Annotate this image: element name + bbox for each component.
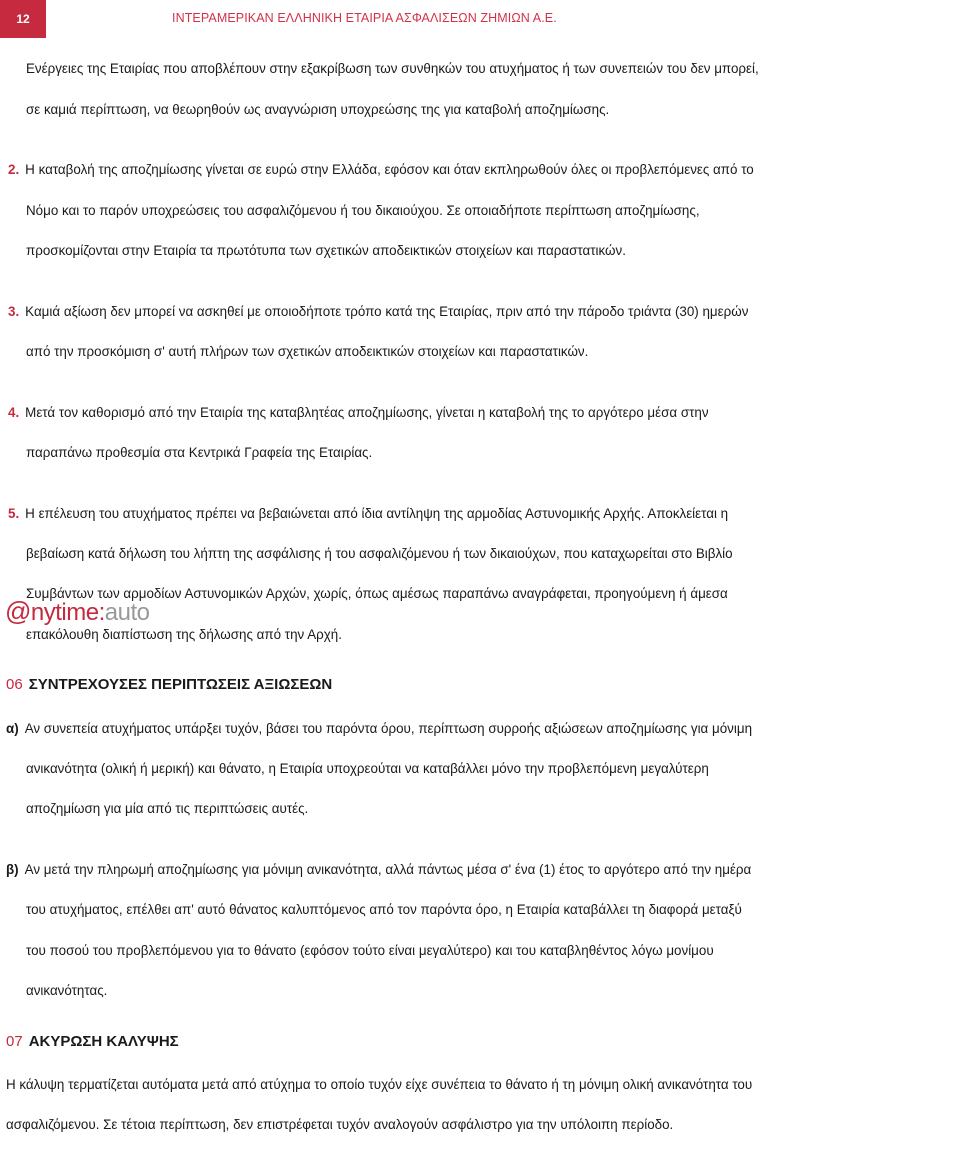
intro-line: σε καμιά περίπτωση, να θεωρηθούν ως αναγνώριση υποχρεώσης της για καταβολή αποζημίωσης. <box>26 101 610 117</box>
item-line: Αν συνεπεία ατυχήματος υπάρξει τυχόν, βάσει του παρόντα όρου, περίπτωση συρροής αξιώσεων αποζημίωσης για μόνιμη <box>24 720 753 736</box>
item-letter: α) <box>6 720 19 736</box>
item-line: Μετά τον καθορισμό από την Εταιρία της καταβλητέας αποζημίωσης, γίνεται η καταβολή της το αργότερο μέσα στην <box>25 404 709 420</box>
section-heading-07 <box>6 1032 956 1052</box>
logo-at-sign: @ <box>5 596 31 626</box>
logo-product: auto <box>104 599 150 626</box>
logo-separator: : <box>98 599 105 626</box>
item-line: Καμιά αξίωση δεν μπορεί να ασκηθεί με οποιοδήποτε τρόπο κατά της Εταιρίας, πριν από την πάροδο τριάντα (30) ημερών <box>25 303 749 319</box>
item-line: Η κάλυψη τερματίζεται αυτόματα μετά από ατύχημα το οποίο τυχόν είχε συνέπεια το θάνατο ή τη μόνιμη ολική ανικανότητα του <box>6 1076 753 1092</box>
section-number: 06 <box>6 676 23 694</box>
item-line: του ατυχήματος, επέλθει απ' αυτό θάνατος καλυπτόμενος από τον παρόντα όρο, η Εταιρία καταβάλλει τη διαφορά μεταξύ <box>26 902 742 918</box>
item-line: Η καταβολή της αποζημίωσης γίνεται σε ευρώ στην Ελλάδα, εφόσον και όταν εκπληρωθούν όλες οι προβλεπόμενες από το <box>25 162 754 178</box>
section-title: ΣΥΝΤΡΕΧΟΥΣΕΣ ΠΕΡΙΠΤΩΣΕΙΣ ΑΞΙΩΣΕΩΝ <box>28 676 333 694</box>
item-line: προσκομίζονται στην Εταιρία τα πρωτότυπα των σχετικών αποδεικτικών στοιχείων και παραστατικών. <box>26 243 626 259</box>
item-line: του ποσού του προβλεπόμενου για το θάνατο (εφόσον τούτο είναι μεγαλύτερο) και του καταβληθέντος λόγω μονίμου <box>26 942 714 958</box>
page-number-badge: 12 <box>0 0 46 38</box>
section-07-paragraph <box>6 1055 956 1156</box>
item-line: Νόμο και το παρόν υποχρεώσεις του ασφαλιζόμενου ή του δικαιούχου. Σε οποιαδήποτε περίπτωση αποζημίωσης, <box>26 202 700 218</box>
item-line: αποζημίωση για μία από τις περιπτώσεις αυτές. <box>26 801 309 817</box>
section-title: ΑΚΥΡΩΣΗ ΚΑΛΥΨΗΣ <box>28 1032 179 1050</box>
item-line: παραπάνω προθεσμία στα Κεντρικά Γραφεία της Εταιρίας. <box>26 445 373 461</box>
anytime-auto-logo <box>5 597 149 627</box>
numbered-item-2 <box>6 140 956 281</box>
item-number: 4. <box>8 404 20 420</box>
item-number: 3. <box>8 303 20 319</box>
item-line: από την προσκόμιση σ' αυτή πλήρων των σχετικών αποδεικτικών στοιχείων και παραστατικών. <box>26 344 589 360</box>
item-line: επακόλουθη διαπίστωση της δήλωσης από την Αρχή. <box>26 626 342 642</box>
numbered-item-4 <box>6 382 956 483</box>
company-name: ΙΝΤΕΡΑΜΕΡΙΚΑΝ ΕΛΛΗΝΙΚΗ ΕΤΑΙΡΙΑ ΑΣΦΑΛΙΣΕΩΝ ΖΗΜΙΩΝ Α.Ε. <box>172 11 557 25</box>
logo-brand: nytime <box>30 599 99 626</box>
item-line: Η επέλευση του ατυχήματος πρέπει να βεβαιώνεται από ίδια αντίληψη της αρμοδίας Αστυνομικής Αρχής. Αποκλείεται η <box>25 505 729 521</box>
item-number: 5. <box>8 505 20 521</box>
section-heading-06 <box>6 675 956 695</box>
page-header <box>0 0 960 38</box>
intro-line: Ενέργειες της Εταιρίας που αποβλέπουν στην εξακρίβωση των συνθηκών του ατυχήματος ή των συνεπειών του δεν μπορεί, <box>26 61 759 77</box>
intro-paragraph <box>6 39 956 140</box>
item-line: βεβαίωση κατά δήλωση του λήπτη της ασφάλισης ή του ασφαλιζόμενου ή των δικαιούχων, που καταχωρείται στο Βιβλίο <box>26 546 733 562</box>
item-line: Συμβάντων των αρμοδίων Αστυνομικών Αρχών, χωρίς, όπως αμέσως παραπάνω αναγράφεται, προηγούμενη ή άμεσα <box>26 586 728 602</box>
numbered-item-3 <box>6 281 956 382</box>
item-line: ανικανότητας. <box>26 983 108 999</box>
lettered-item-b <box>6 840 956 1022</box>
item-line: ασφαλιζόμενου. Σε τέτοια περίπτωση, δεν επιστρέφεται τυχόν αναλογούν ασφάλιστρο για την υπόλοιπη περίοδο. <box>6 1117 674 1133</box>
item-letter: β) <box>6 861 19 877</box>
item-line: Αν μετά την πληρωμή αποζημίωσης για μόνιμη ανικανότητα, αλλά πάντως μέσα σ' ένα (1) έτος το αργότερο από την ημέρα <box>24 861 752 877</box>
section-number: 07 <box>6 1032 23 1050</box>
numbered-item-5 <box>6 483 956 665</box>
item-number: 2. <box>8 162 20 178</box>
item-line: ανικανότητα (ολική ή μερική) και θάνατο, η Εταιρία υποχρεούται να καταβάλλει μόνο την προβλεπόμενη μεγαλύτερη <box>26 760 709 776</box>
lettered-item-a <box>6 698 956 839</box>
